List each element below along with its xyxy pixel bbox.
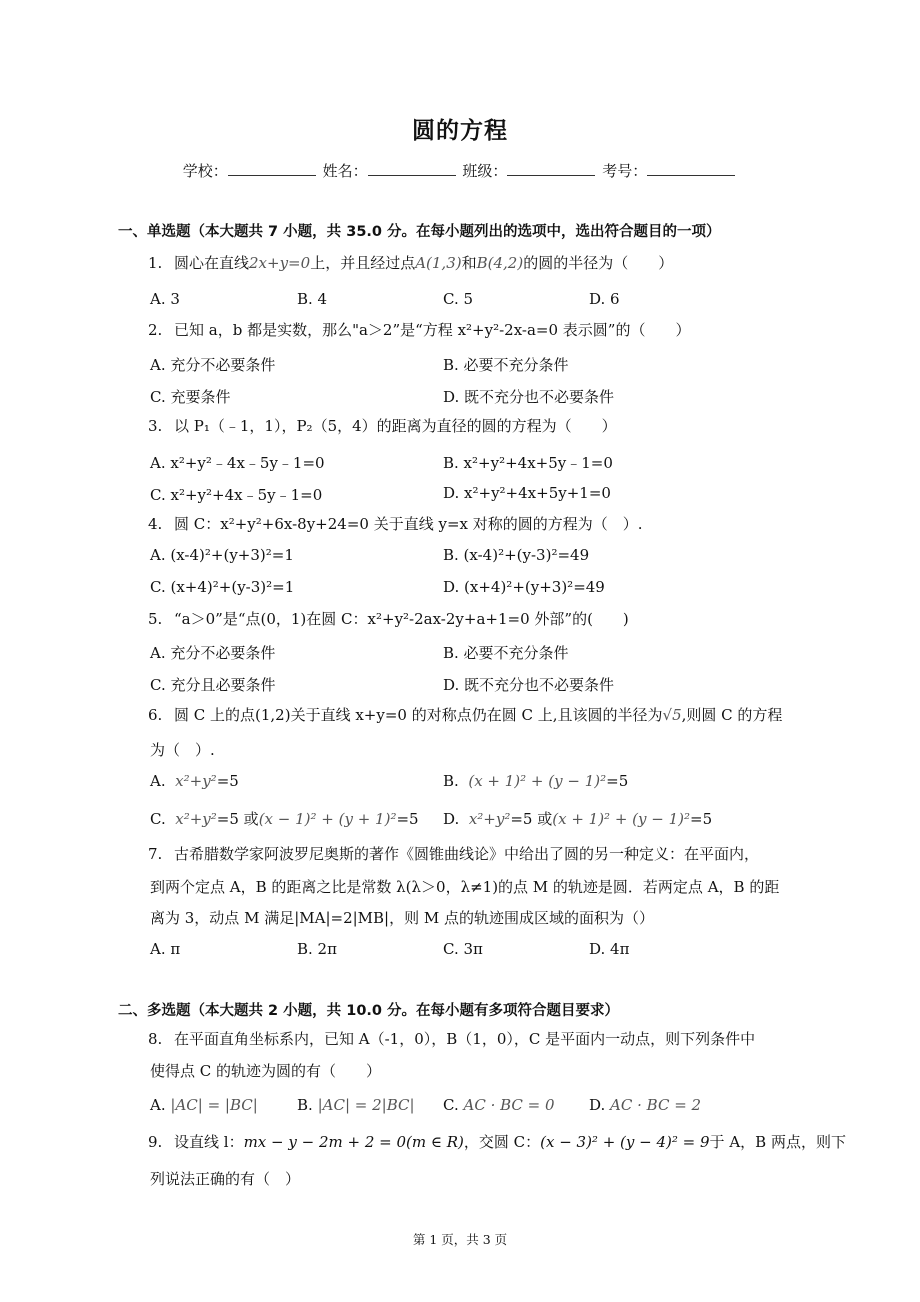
exam-no-label: 考号：	[602, 162, 648, 180]
page-footer: 第 1 页，共 3 页	[412, 1232, 508, 1247]
question-number: 8.	[148, 1030, 163, 1048]
option-label: C.	[443, 1096, 459, 1114]
q9-line2: 列说法正确的有（ ）	[150, 1170, 301, 1188]
q8-text: 在平面直角坐标系内，已知 A（-1，0），B（1，0），C 是平面内一动点，则下列条件中	[174, 1030, 756, 1048]
q2-option-b[interactable]: B. 必要不充分条件	[443, 356, 569, 374]
page-title: 圆的方程	[412, 118, 508, 144]
q3-option-a[interactable]: A. x²+y²﹣4x﹣5y﹣1=0	[150, 454, 325, 472]
option-math-2: (x − 1)² + (y + 1)²	[258, 810, 397, 828]
q7-line2: 到两个定点 A，B 的距离之比是常数 λ(λ＞0，λ≠1)的点 M 的轨迹是圆．若两定点 A，B 的距	[150, 878, 780, 896]
q4-option-b[interactable]: B. (x-4)²+(y-3)²=49	[443, 546, 590, 564]
question-number: 3.	[148, 417, 163, 435]
option-math: AC · BC = 2	[610, 1096, 702, 1114]
q1-option-a[interactable]: A. 3	[150, 290, 180, 308]
q3-option-d[interactable]: D. x²+y²+4x+5y+1=0	[443, 484, 611, 502]
student-info-row	[0, 160, 920, 181]
q4-option-d[interactable]: D. (x+4)²+(y+3)²=49	[443, 578, 605, 596]
section-heading-single-choice: 一、单选题（本大题共 7 小题，共 35.0 分。在每小题列出的选项中，选出符合题目的一项）	[118, 224, 721, 240]
q9-text-mid: ，交圆 C：	[463, 1133, 541, 1151]
q6-text-post: ,则圆 C 的方程	[681, 706, 783, 724]
q7-option-b[interactable]: B. 2π	[297, 940, 337, 958]
question-number: 2.	[148, 321, 163, 339]
question-number: 6.	[148, 706, 163, 724]
q1-text-post: 的圆的半径为（ ）	[523, 254, 674, 272]
q7-option-d[interactable]: D. 4π	[589, 940, 630, 958]
option-label: B.	[443, 772, 459, 790]
name-blank[interactable]	[368, 161, 456, 176]
question-number: 5.	[148, 610, 163, 628]
q2-option-c[interactable]: C. 充要条件	[150, 388, 231, 406]
option-math: AC · BC = 0	[463, 1096, 555, 1114]
q4-text: 圆 C：x²+y²+6x-8y+24=0 关于直线 y=x 对称的圆的方程为（ ）.	[174, 515, 643, 533]
q1-option-c[interactable]: C. 5	[443, 290, 474, 308]
q3-text: 以 P₁（﹣1，1），P₂（5，4）的距离为直径的圆的方程为（ ）	[174, 417, 617, 435]
question-9	[148, 1126, 846, 1158]
option-tail: =5	[690, 810, 713, 828]
option-math: (x + 1)² + (y − 1)²	[468, 772, 607, 790]
q9-text: 设直线 l：	[174, 1133, 244, 1151]
q8-option-d[interactable]	[589, 1096, 701, 1114]
question-number: 4.	[148, 515, 163, 533]
school-blank[interactable]	[228, 161, 316, 176]
option-mid: =5 或	[216, 810, 259, 828]
option-label: B.	[297, 1096, 313, 1114]
question-number: 7.	[148, 845, 163, 863]
q1-option-b[interactable]: B. 4	[297, 290, 328, 308]
q7-line3: 离为 3，动点 M 满足|MA|=2|MB|，则 M 点的轨迹围成区域的面积为（）	[150, 909, 655, 927]
q4-option-a[interactable]: A. (x-4)²+(y+3)²=1	[150, 546, 294, 564]
q3-option-c[interactable]: C. x²+y²+4x﹣5y﹣1=0	[150, 486, 323, 504]
question-6	[148, 699, 828, 731]
q2-option-d[interactable]: D. 既不充分也不必要条件	[443, 388, 615, 406]
question-5	[148, 603, 808, 635]
option-math: x²+y²	[175, 772, 217, 790]
q1-text: 圆心在直线	[174, 254, 250, 272]
option-math: |AC| = |BC|	[170, 1096, 258, 1114]
option-tail: =5	[396, 810, 419, 828]
option-label: A.	[150, 772, 166, 790]
q6-option-d[interactable]	[443, 808, 712, 829]
q3-option-b[interactable]: B. x²+y²+4x+5y﹣1=0	[443, 454, 613, 472]
q8-option-b[interactable]	[297, 1096, 415, 1114]
option-label: A.	[150, 1096, 166, 1114]
q8-line2: 使得点 C 的轨迹为圆的有（ ）	[150, 1062, 382, 1080]
q1-option-d[interactable]: D. 6	[589, 290, 620, 308]
q6-option-c[interactable]	[150, 808, 419, 829]
q1-text-and: 和	[461, 254, 477, 272]
question-8	[148, 1023, 828, 1055]
q2-text: 已知 a，b 都是实数，那么"a＞2”是“方程 x²+y²-2x-a=0 表示圆”的（ ）	[174, 321, 691, 339]
class-label: 班级：	[462, 162, 508, 180]
q2-option-a[interactable]: A. 充分不必要条件	[150, 356, 276, 374]
q7-option-c[interactable]: C. 3π	[443, 940, 483, 958]
question-4	[148, 508, 808, 540]
option-math: |AC| = 2|BC|	[317, 1096, 415, 1114]
q8-option-c[interactable]	[443, 1096, 555, 1114]
q1-line-equation: 2x+y=0	[249, 254, 311, 272]
q7-option-a[interactable]: A. π	[150, 940, 181, 958]
question-3	[148, 410, 808, 442]
name-label: 姓名：	[322, 162, 368, 180]
option-mid: =5 或	[510, 810, 553, 828]
q9-circle-equation: (x − 3)² + (y − 4)² = 9	[540, 1133, 710, 1151]
question-number: 1.	[148, 254, 163, 272]
q6-option-a[interactable]	[150, 772, 239, 790]
q6-option-b[interactable]	[443, 772, 628, 790]
option-label: D.	[443, 810, 460, 828]
class-blank[interactable]	[507, 161, 595, 176]
school-label: 学校：	[182, 162, 228, 180]
option-math-2: (x + 1)² + (y − 1)²	[552, 810, 691, 828]
q4-option-c[interactable]: C. (x+4)²+(y-3)²=1	[150, 578, 295, 596]
option-label: C.	[150, 810, 166, 828]
q5-text: “a＞0”是“点(0，1)在圆 C：x²+y²-2ax-2y+a+1=0 外部”的( )	[174, 610, 629, 628]
option-math: x²+y²	[175, 810, 217, 828]
question-number: 9.	[148, 1133, 163, 1151]
question-1	[148, 247, 808, 279]
q7-text: 古希腊数学家阿波罗尼奥斯的著作《圆锥曲线论》中给出了圆的另一种定义：在平面内，	[174, 845, 760, 863]
question-2	[148, 314, 808, 346]
q5-option-c[interactable]: C. 充分且必要条件	[150, 676, 276, 694]
q6-sqrt: √5	[662, 706, 682, 724]
q1-point-b: B(4,2)	[476, 254, 524, 272]
q5-option-d[interactable]: D. 既不充分也不必要条件	[443, 676, 615, 694]
question-7	[148, 838, 828, 870]
section-heading-multi-choice: 二、多选题（本大题共 2 小题，共 10.0 分。在每小题有多项符合题目要求）	[118, 1003, 620, 1019]
option-math: x²+y²	[468, 810, 511, 828]
q9-line-equation: mx − y − 2m + 2 = 0(m ∈ R)	[243, 1133, 464, 1151]
q6-text: 圆 C 上的点(1,2)关于直线 x+y=0 的对称点仍在圆 C 上,且该圆的半径为	[174, 706, 663, 724]
exam-no-blank[interactable]	[647, 161, 735, 176]
q9-text-post: 于 A，B 两点，则下	[709, 1133, 846, 1151]
option-tail: =5	[606, 772, 629, 790]
q8-option-a[interactable]	[150, 1096, 258, 1114]
q6-line2: 为（ ）.	[150, 741, 215, 759]
q1-point-a: A(1,3)	[415, 254, 462, 272]
q1-text-mid: 上，并且经过点	[310, 254, 416, 272]
option-tail: =5	[216, 772, 239, 790]
option-label: D.	[589, 1096, 606, 1114]
q5-option-a[interactable]: A. 充分不必要条件	[150, 644, 276, 662]
q5-option-b[interactable]: B. 必要不充分条件	[443, 644, 569, 662]
